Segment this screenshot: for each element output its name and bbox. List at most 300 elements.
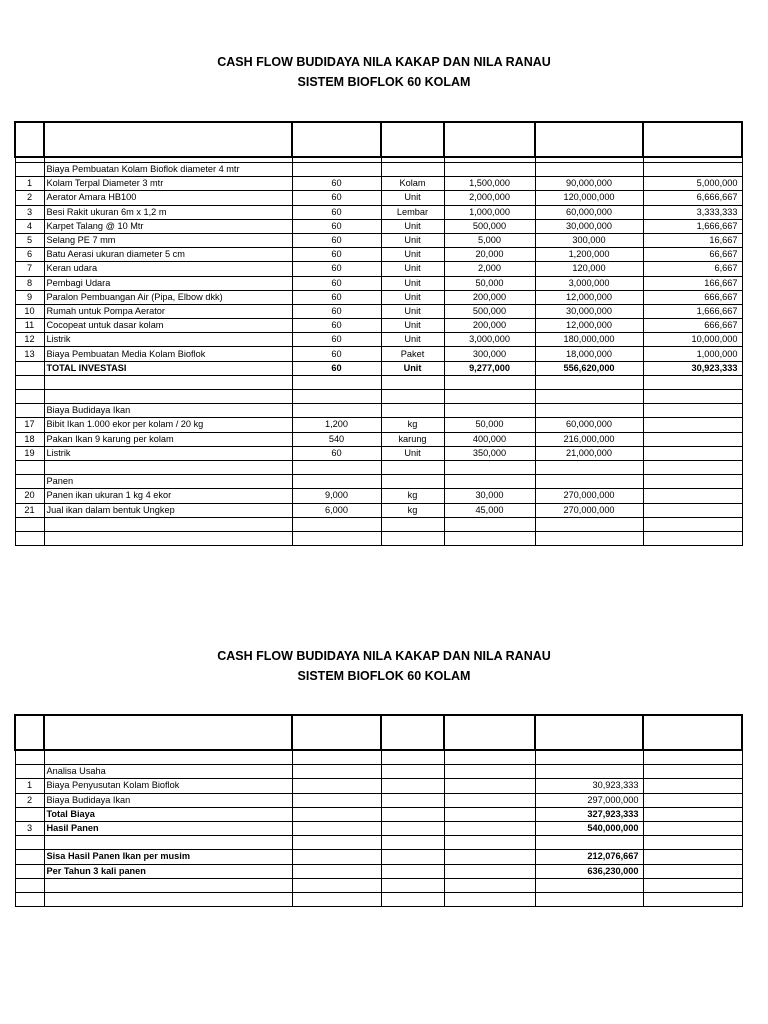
- unit-cell: [381, 531, 444, 545]
- depreciation-cell: 1,666,667: [643, 304, 742, 318]
- description-cell: [44, 390, 292, 404]
- quantity-cell: 60: [292, 233, 381, 247]
- table-row: [15, 361, 742, 375]
- depreciation-cell: [643, 489, 742, 503]
- depreciation-cell: 66,667: [643, 248, 742, 262]
- total-cell: 300,000: [535, 233, 643, 247]
- unit-price-cell: 500,000: [444, 219, 535, 233]
- quantity-cell: [292, 531, 381, 545]
- quantity-cell: [292, 864, 381, 878]
- depreciation-cell: 16,667: [643, 233, 742, 247]
- row-number-cell: [15, 475, 44, 489]
- unit-cell: [381, 807, 444, 821]
- table-row: [15, 750, 742, 765]
- quantity-cell: [292, 779, 381, 793]
- total-cell: 18,000,000: [535, 347, 643, 361]
- unit-price-cell: 350,000: [444, 446, 535, 460]
- row-number-cell: 18: [15, 432, 44, 446]
- unit-cell: Unit: [381, 233, 444, 247]
- description-cell: Biaya Pembuatan Media Kolam Bioflok: [44, 347, 292, 361]
- row-number-cell: 10: [15, 304, 44, 318]
- table-row: [15, 276, 742, 290]
- unit-cell: Unit: [381, 248, 444, 262]
- unit-cell: [381, 892, 444, 906]
- row-number-cell: 4: [15, 219, 44, 233]
- table-row: [15, 262, 742, 276]
- depreciation-cell: 666,667: [643, 290, 742, 304]
- table-row: [15, 390, 742, 404]
- unit-cell: [381, 517, 444, 531]
- unit-cell: kg: [381, 489, 444, 503]
- quantity-cell: [292, 163, 381, 177]
- total-cell: [535, 878, 643, 892]
- table-row: [15, 219, 742, 233]
- total-cell: [535, 531, 643, 545]
- unit-price-cell: [444, 864, 535, 878]
- quantity-cell: 60: [292, 177, 381, 191]
- table-row: [15, 807, 742, 821]
- unit-cell: Unit: [381, 262, 444, 276]
- total-cell: 636,230,000: [535, 864, 643, 878]
- total-cell: [535, 836, 643, 850]
- table-row: [15, 517, 742, 531]
- unit-price-cell: [444, 793, 535, 807]
- unit-cell: Paket: [381, 347, 444, 361]
- depreciation-cell: [643, 390, 742, 404]
- total-cell: [535, 404, 643, 418]
- description-cell: Per Tahun 3 kali panen: [44, 864, 292, 878]
- description-cell: Selang PE 7 mm: [44, 233, 292, 247]
- table-row: [15, 404, 742, 418]
- cashflow-table-investment: [14, 121, 743, 546]
- row-number-cell: [15, 531, 44, 545]
- total-cell: 12,000,000: [535, 319, 643, 333]
- header-cell: [643, 715, 742, 750]
- section2-title-line2: SISTEM BIOFLOK 60 KOLAM: [297, 669, 471, 683]
- header-cell: [535, 715, 643, 750]
- row-number-cell: 17: [15, 418, 44, 432]
- quantity-cell: [292, 517, 381, 531]
- quantity-cell: [292, 878, 381, 892]
- row-number-cell: 5: [15, 233, 44, 247]
- table-row: [15, 375, 742, 389]
- section2-title-line1: CASH FLOW BUDIDAYA NILA KAKAP DAN NILA RANAU: [217, 649, 551, 663]
- depreciation-cell: [643, 446, 742, 460]
- unit-cell: [381, 765, 444, 779]
- total-cell: 327,923,333: [535, 807, 643, 821]
- unit-price-cell: 1,500,000: [444, 177, 535, 191]
- unit-price-cell: [444, 460, 535, 474]
- row-number-cell: 8: [15, 276, 44, 290]
- unit-cell: Unit: [381, 304, 444, 318]
- header-cell: [15, 122, 44, 157]
- depreciation-cell: [643, 503, 742, 517]
- unit-cell: [381, 404, 444, 418]
- depreciation-cell: 30,923,333: [643, 361, 742, 375]
- description-cell: Rumah untuk Pompa Aerator: [44, 304, 292, 318]
- unit-price-cell: [444, 850, 535, 864]
- description-cell: [44, 375, 292, 389]
- unit-price-cell: 300,000: [444, 347, 535, 361]
- table-row: [15, 432, 742, 446]
- row-number-cell: [15, 878, 44, 892]
- row-number-cell: [15, 765, 44, 779]
- unit-cell: [381, 850, 444, 864]
- table-row: [15, 531, 742, 545]
- quantity-cell: [292, 892, 381, 906]
- table-row: [15, 836, 742, 850]
- quantity-cell: [292, 375, 381, 389]
- depreciation-cell: [643, 375, 742, 389]
- unit-cell: [381, 793, 444, 807]
- description-cell: TOTAL INVESTASI: [44, 361, 292, 375]
- row-number-cell: 3: [15, 205, 44, 219]
- depreciation-cell: 10,000,000: [643, 333, 742, 347]
- total-cell: [535, 163, 643, 177]
- total-cell: 270,000,000: [535, 489, 643, 503]
- row-number-cell: [15, 892, 44, 906]
- total-cell: 30,923,333: [535, 779, 643, 793]
- total-cell: 21,000,000: [535, 446, 643, 460]
- table-row: [15, 892, 742, 906]
- depreciation-cell: [643, 765, 742, 779]
- quantity-cell: 60: [292, 319, 381, 333]
- depreciation-cell: [643, 864, 742, 878]
- quantity-cell: 60: [292, 191, 381, 205]
- unit-price-cell: 500,000: [444, 304, 535, 318]
- table-header-row: [15, 715, 742, 750]
- depreciation-cell: [643, 460, 742, 474]
- unit-price-cell: 30,000: [444, 489, 535, 503]
- depreciation-cell: [643, 418, 742, 432]
- total-cell: 12,000,000: [535, 290, 643, 304]
- depreciation-cell: 6,666,667: [643, 191, 742, 205]
- row-number-cell: [15, 750, 44, 765]
- header-cell: [444, 715, 535, 750]
- unit-cell: kg: [381, 418, 444, 432]
- depreciation-cell: [643, 779, 742, 793]
- description-cell: [44, 750, 292, 765]
- table-row: [15, 177, 742, 191]
- depreciation-cell: [643, 836, 742, 850]
- table-row: [15, 191, 742, 205]
- description-cell: Jual ikan dalam bentuk Ungkep: [44, 503, 292, 517]
- description-cell: Biaya Budidaya Ikan: [44, 793, 292, 807]
- unit-price-cell: [444, 836, 535, 850]
- description-cell: Pembagi Udara: [44, 276, 292, 290]
- table-row: [15, 233, 742, 247]
- unit-price-cell: [444, 517, 535, 531]
- unit-cell: Unit: [381, 446, 444, 460]
- row-number-cell: 6: [15, 248, 44, 262]
- quantity-cell: [292, 836, 381, 850]
- quantity-cell: 60: [292, 276, 381, 290]
- unit-price-cell: [444, 807, 535, 821]
- total-cell: [535, 375, 643, 389]
- header-cell: [444, 122, 535, 157]
- quantity-cell: [292, 460, 381, 474]
- description-cell: Biaya Pembuatan Kolam Bioflok diameter 4 mtr: [44, 163, 292, 177]
- quantity-cell: [292, 390, 381, 404]
- description-cell: [44, 836, 292, 850]
- depreciation-cell: 5,000,000: [643, 177, 742, 191]
- total-cell: [535, 892, 643, 906]
- quantity-cell: [292, 475, 381, 489]
- depreciation-cell: [643, 750, 742, 765]
- row-number-cell: [15, 836, 44, 850]
- unit-price-cell: [444, 765, 535, 779]
- unit-cell: Unit: [381, 290, 444, 304]
- row-number-cell: [15, 404, 44, 418]
- section1-title-line2: SISTEM BIOFLOK 60 KOLAM: [297, 75, 471, 89]
- description-cell: [44, 892, 292, 906]
- total-cell: 60,000,000: [535, 205, 643, 219]
- unit-cell: karung: [381, 432, 444, 446]
- description-cell: [44, 517, 292, 531]
- description-cell: Bibit Ikan 1.000 ekor per kolam / 20 kg: [44, 418, 292, 432]
- unit-cell: [381, 821, 444, 835]
- quantity-cell: 9,000: [292, 489, 381, 503]
- description-cell: Hasil Panen: [44, 821, 292, 835]
- header-cell: [15, 715, 44, 750]
- unit-price-cell: 400,000: [444, 432, 535, 446]
- total-cell: 3,000,000: [535, 276, 643, 290]
- description-cell: Biaya Penyusutan Kolam Bioflok: [44, 779, 292, 793]
- quantity-cell: 540: [292, 432, 381, 446]
- description-cell: Cocopeat untuk dasar kolam: [44, 319, 292, 333]
- row-number-cell: [15, 375, 44, 389]
- unit-price-cell: [444, 750, 535, 765]
- quantity-cell: 60: [292, 361, 381, 375]
- total-cell: [535, 517, 643, 531]
- total-cell: 180,000,000: [535, 333, 643, 347]
- unit-cell: Unit: [381, 361, 444, 375]
- header-cell: [292, 122, 381, 157]
- unit-price-cell: [444, 390, 535, 404]
- unit-price-cell: [444, 821, 535, 835]
- total-cell: 556,620,000: [535, 361, 643, 375]
- unit-price-cell: 20,000: [444, 248, 535, 262]
- total-cell: [535, 750, 643, 765]
- depreciation-cell: [643, 432, 742, 446]
- unit-cell: Unit: [381, 191, 444, 205]
- unit-price-cell: [444, 404, 535, 418]
- quantity-cell: [292, 850, 381, 864]
- unit-price-cell: 50,000: [444, 276, 535, 290]
- unit-price-cell: 2,000: [444, 262, 535, 276]
- description-cell: Total Biaya: [44, 807, 292, 821]
- depreciation-cell: [643, 517, 742, 531]
- depreciation-cell: [643, 821, 742, 835]
- quantity-cell: 60: [292, 205, 381, 219]
- description-cell: Besi Rakit ukuran 6m x 1,2 m: [44, 205, 292, 219]
- unit-price-cell: 45,000: [444, 503, 535, 517]
- quantity-cell: 60: [292, 304, 381, 318]
- table-row: [15, 446, 742, 460]
- depreciation-cell: 1,666,667: [643, 219, 742, 233]
- unit-cell: Unit: [381, 219, 444, 233]
- row-number-cell: 12: [15, 333, 44, 347]
- quantity-cell: [292, 807, 381, 821]
- table-row: [15, 304, 742, 318]
- description-cell: Pakan Ikan 9 karung per kolam: [44, 432, 292, 446]
- section1-title-line1: CASH FLOW BUDIDAYA NILA KAKAP DAN NILA RANAU: [217, 55, 551, 69]
- table-row: [15, 347, 742, 361]
- header-cell: [535, 122, 643, 157]
- header-cell: [381, 122, 444, 157]
- quantity-cell: 60: [292, 446, 381, 460]
- quantity-cell: [292, 821, 381, 835]
- row-number-cell: 13: [15, 347, 44, 361]
- row-number-cell: 1: [15, 177, 44, 191]
- description-cell: Analisa Usaha: [44, 765, 292, 779]
- row-number-cell: 20: [15, 489, 44, 503]
- unit-price-cell: [444, 163, 535, 177]
- unit-cell: [381, 878, 444, 892]
- description-cell: Listrik: [44, 333, 292, 347]
- table-row: [15, 779, 742, 793]
- total-cell: 270,000,000: [535, 503, 643, 517]
- unit-cell: Lembar: [381, 205, 444, 219]
- table-row: [15, 205, 742, 219]
- total-cell: [535, 460, 643, 474]
- table-row: [15, 864, 742, 878]
- unit-price-cell: [444, 475, 535, 489]
- quantity-cell: [292, 404, 381, 418]
- quantity-cell: [292, 765, 381, 779]
- unit-price-cell: 200,000: [444, 290, 535, 304]
- row-number-cell: [15, 850, 44, 864]
- total-cell: 60,000,000: [535, 418, 643, 432]
- description-cell: Batu Aerasi ukuran diameter 5 cm: [44, 248, 292, 262]
- quantity-cell: 60: [292, 347, 381, 361]
- quantity-cell: 60: [292, 219, 381, 233]
- depreciation-cell: 1,000,000: [643, 347, 742, 361]
- unit-cell: [381, 779, 444, 793]
- cashflow-table-analysis: [14, 714, 743, 907]
- table-row: [15, 460, 742, 474]
- quantity-cell: 60: [292, 248, 381, 262]
- table-row: [15, 248, 742, 262]
- table-row: [15, 489, 742, 503]
- row-number-cell: [15, 163, 44, 177]
- depreciation-cell: [643, 807, 742, 821]
- unit-cell: [381, 375, 444, 389]
- total-cell: [535, 765, 643, 779]
- unit-cell: Unit: [381, 276, 444, 290]
- unit-price-cell: 5,000: [444, 233, 535, 247]
- total-cell: 212,076,667: [535, 850, 643, 864]
- unit-cell: Unit: [381, 333, 444, 347]
- header-cell: [44, 715, 292, 750]
- unit-cell: [381, 864, 444, 878]
- table-row: [15, 319, 742, 333]
- unit-price-cell: [444, 531, 535, 545]
- unit-cell: [381, 475, 444, 489]
- description-cell: Sisa Hasil Panen Ikan per musim: [44, 850, 292, 864]
- table-row: [15, 793, 742, 807]
- unit-cell: Kolam: [381, 177, 444, 191]
- table-row: [15, 333, 742, 347]
- depreciation-cell: [643, 531, 742, 545]
- table-row: [15, 878, 742, 892]
- row-number-cell: 3: [15, 821, 44, 835]
- row-number-cell: [15, 460, 44, 474]
- quantity-cell: [292, 793, 381, 807]
- description-cell: Keran udara: [44, 262, 292, 276]
- description-cell: [44, 878, 292, 892]
- row-number-cell: [15, 517, 44, 531]
- total-cell: 297,000,000: [535, 793, 643, 807]
- total-cell: 540,000,000: [535, 821, 643, 835]
- depreciation-cell: 3,333,333: [643, 205, 742, 219]
- table-row: [15, 475, 742, 489]
- depreciation-cell: [643, 850, 742, 864]
- description-cell: [44, 460, 292, 474]
- description-cell: Aerator Amara HB100: [44, 191, 292, 205]
- unit-cell: Unit: [381, 319, 444, 333]
- row-number-cell: [15, 807, 44, 821]
- table-row: [15, 503, 742, 517]
- row-number-cell: [15, 864, 44, 878]
- unit-price-cell: [444, 375, 535, 389]
- header-cell: [292, 715, 381, 750]
- unit-price-cell: 3,000,000: [444, 333, 535, 347]
- table-row: [15, 163, 742, 177]
- row-number-cell: [15, 390, 44, 404]
- unit-price-cell: 1,000,000: [444, 205, 535, 219]
- depreciation-cell: 6,667: [643, 262, 742, 276]
- unit-cell: [381, 163, 444, 177]
- table-header-row: [15, 122, 742, 157]
- table-row: [15, 821, 742, 835]
- quantity-cell: 60: [292, 290, 381, 304]
- depreciation-cell: [643, 878, 742, 892]
- description-cell: Paralon Pembuangan Air (Pipa, Elbow dkk): [44, 290, 292, 304]
- description-cell: Kolam Terpal Diameter 3 mtr: [44, 177, 292, 191]
- depreciation-cell: [643, 793, 742, 807]
- depreciation-cell: [643, 404, 742, 418]
- unit-price-cell: 2,000,000: [444, 191, 535, 205]
- depreciation-cell: [643, 475, 742, 489]
- header-cell: [381, 715, 444, 750]
- total-cell: [535, 475, 643, 489]
- unit-cell: kg: [381, 503, 444, 517]
- description-cell: [44, 531, 292, 545]
- total-cell: 30,000,000: [535, 304, 643, 318]
- total-cell: 1,200,000: [535, 248, 643, 262]
- description-cell: Panen: [44, 475, 292, 489]
- quantity-cell: 60: [292, 333, 381, 347]
- description-cell: Karpet Talang @ 10 Mtr: [44, 219, 292, 233]
- quantity-cell: 1,200: [292, 418, 381, 432]
- unit-cell: [381, 836, 444, 850]
- unit-price-cell: [444, 779, 535, 793]
- total-cell: 120,000,000: [535, 191, 643, 205]
- total-cell: 216,000,000: [535, 432, 643, 446]
- row-number-cell: 7: [15, 262, 44, 276]
- quantity-cell: [292, 750, 381, 765]
- header-cell: [44, 122, 292, 157]
- unit-price-cell: 9,277,000: [444, 361, 535, 375]
- table-row: [15, 765, 742, 779]
- unit-cell: [381, 460, 444, 474]
- unit-price-cell: 50,000: [444, 418, 535, 432]
- table-row: [15, 850, 742, 864]
- unit-price-cell: 200,000: [444, 319, 535, 333]
- row-number-cell: 9: [15, 290, 44, 304]
- description-cell: Biaya Budidaya Ikan: [44, 404, 292, 418]
